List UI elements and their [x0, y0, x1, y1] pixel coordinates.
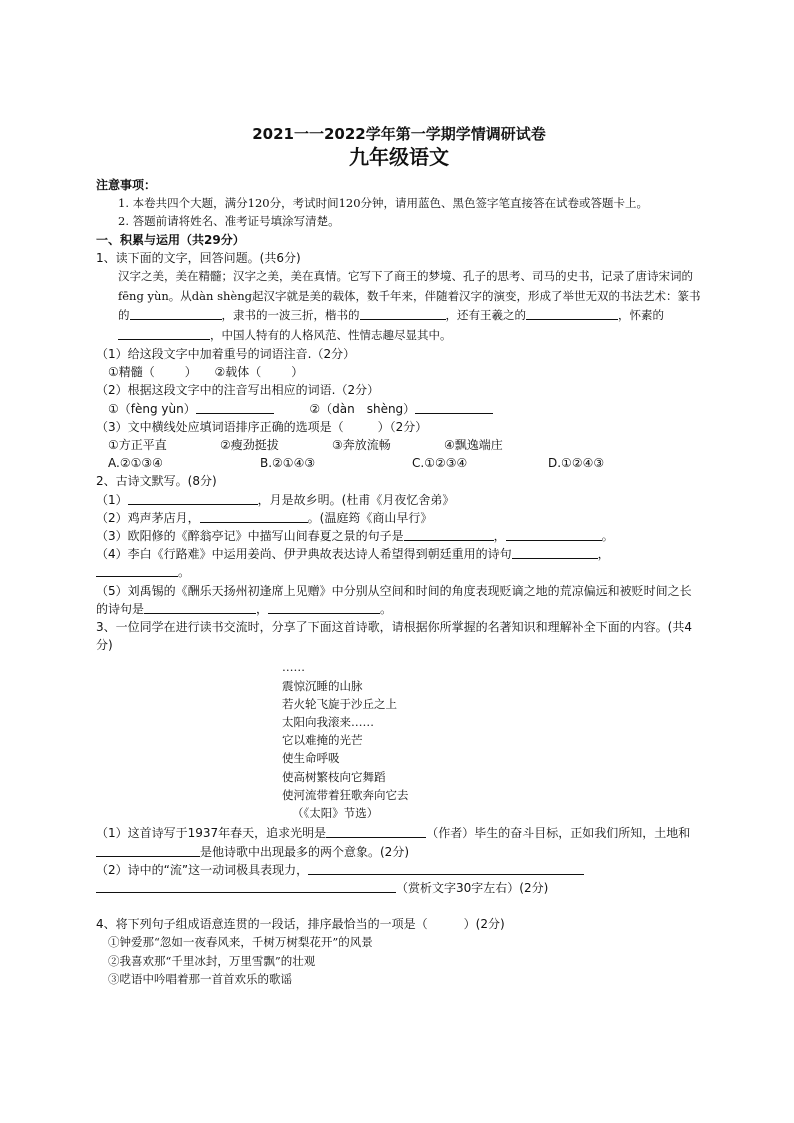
option-d[interactable]: D.①②④③ — [548, 456, 605, 471]
poem-line: 它以难掩的光芒 — [282, 733, 363, 748]
exam-page — [96, 124, 702, 988]
answer-blank[interactable] — [130, 307, 222, 320]
notice-heading: 注意事项： — [96, 178, 157, 192]
sentence-item: ①钟爱那“忽如一夜春风来，千树万树梨花开”的风景 — [108, 935, 373, 950]
word-item: ④飘逸端庄 — [444, 438, 503, 453]
poem-source: （《太阳》节选） — [292, 806, 379, 821]
sub-answer-row: （赏析文字30字左右）(2分) — [96, 879, 702, 897]
sub-question: （1）这首诗写于1937年春天，追求光明是 （作者）毕生的奋斗目标，正如我们所知，土地和是他诗歌中出现最多的两个意象。(2分) — [96, 826, 691, 859]
question-stem: 1、读下面的文字，回答问题。(共6分) — [96, 250, 301, 265]
poem-line: 使河流带着狂歌奔向它去 — [282, 787, 409, 802]
notice-item: 1. 本卷共四个大题，满分120分，考试时间120分钟，请用蓝色、黑色签字笔直接答在试卷或答题卡上。 — [118, 196, 649, 211]
notice-item: 2. 答题前请将姓名、准考证号填涂写清楚。 — [118, 214, 340, 229]
word-list — [96, 436, 702, 454]
word-item: ①方正平直 — [108, 438, 167, 453]
poem-line: 太阳向我滚来…… — [282, 715, 374, 730]
reading-passage: 汉字之美，美在精髓；汉字之美，美在真情。它写下了商王的梦境、孔子的思考、司马的史书，记录了唐诗宋词的fēng yùn。从dàn shèng起汉字就是美的载体，数千年来，伴随着汉字的演变，形成了举世无双的书法艺术：篆书的 ，隶书的一波三折，楷书的 ，还有王羲之的 ，怀素的，中国人特有的人格风范、性情志趣尽显其中。 — [118, 269, 701, 342]
dictation-line: （2）鸡声茅店月， 。(温庭筠《商山早行》 — [96, 510, 433, 525]
dictation-line: （1） ，月是故乡明。(杜甫《月夜忆舍弟》 — [96, 492, 455, 507]
sub-answer-row: ①精髓（ ） ②载体（ ） — [108, 365, 304, 380]
section-heading: 一、积累与运用（共29分） — [96, 232, 245, 247]
sub-question: （2）诗中的“流”这一动词极具表现力， — [96, 861, 702, 879]
sub-question: （3）文中横线处应填词语排序正确的选项是（ ）（2分） — [96, 419, 428, 434]
answer-blank[interactable] — [415, 401, 493, 414]
option-c[interactable]: C.①②③④ — [412, 456, 468, 471]
poem-line: 若火轮飞旋于沙丘之上 — [282, 696, 397, 711]
answer-blank[interactable] — [96, 880, 396, 893]
sentence-item: ③呓语中吟唱着那一首首欢乐的歌谣 — [108, 971, 292, 986]
option-list — [96, 454, 702, 472]
answer-blank[interactable] — [526, 307, 618, 320]
exam-subtitle: 九年级语文 — [349, 145, 449, 169]
option-a[interactable]: A.②①③④ — [108, 456, 163, 471]
answer-blank[interactable] — [506, 528, 602, 541]
poem-line: 使高树繁枝向它舞蹈 — [282, 769, 386, 784]
answer-blank[interactable] — [360, 307, 446, 320]
answer-blank[interactable] — [326, 825, 426, 838]
answer-blank[interactable] — [512, 546, 598, 559]
sub-question: （1）给这段文字中加着重号的词语注音.（2分） — [96, 347, 356, 362]
dictation-line: （4）李白《行路难》中运用姜尚、伊尹典故表达诗人希望得到朝廷重用的诗句 ， — [96, 547, 610, 562]
answer-blank[interactable] — [96, 844, 200, 857]
sub-answer-row: ①（fèng yùn） ②（dàn shèng） — [96, 400, 702, 418]
option-b[interactable]: B.②①④③ — [260, 456, 316, 471]
word-item: ③奔放流畅 — [332, 438, 391, 453]
answer-blank[interactable] — [144, 601, 256, 614]
answer-blank[interactable] — [200, 510, 308, 523]
exam-title: 2021一一2022学年第一学期学情调研试卷 — [252, 125, 546, 143]
question-stem: 2、古诗文默写。(8分) — [96, 474, 217, 489]
answer-blank[interactable] — [96, 564, 178, 577]
dictation-line: （5）刘禹锡的《酬乐天扬州初逢席上见赠》中分别从空间和时间的角度表现贬谪之地的荒凉偏远和被贬时间之长的诗句是 ， 。 — [96, 583, 692, 616]
poem-line: 使生命呼吸 — [282, 751, 340, 766]
poem-line: …… — [282, 660, 305, 675]
answer-blank[interactable] — [404, 528, 494, 541]
poem-excerpt — [282, 658, 702, 822]
answer-blank[interactable] — [118, 327, 210, 340]
dictation-line: （3）欧阳修的《醉翁亭记》中描写山间春夏之景的句子是 ， 。 — [96, 529, 614, 544]
word-item: ②瘦劲挺拔 — [220, 438, 279, 453]
sentence-item: ②我喜欢那“千里冰封，万里雪飘”的壮观 — [108, 953, 316, 968]
answer-blank[interactable] — [268, 601, 380, 614]
question-stem: 4、将下列句子组成语意连贯的一段话，排序最恰当的一项是（ ）(2分) — [96, 917, 505, 932]
answer-blank[interactable] — [128, 492, 258, 505]
question-stem: 3、一位同学在进行读书交流时，分享了下面这首诗歌，请根据你所掌握的名著知识和理解补全下面的内容。(共4分) — [96, 620, 692, 653]
poem-line: 震惊沉睡的山脉 — [282, 678, 363, 693]
answer-blank[interactable] — [308, 862, 584, 875]
dictation-line: 。 — [96, 563, 702, 581]
sub-question: （2）根据这段文字中的注音写出相应的词语.（2分） — [96, 383, 380, 398]
answer-blank[interactable] — [196, 401, 274, 414]
